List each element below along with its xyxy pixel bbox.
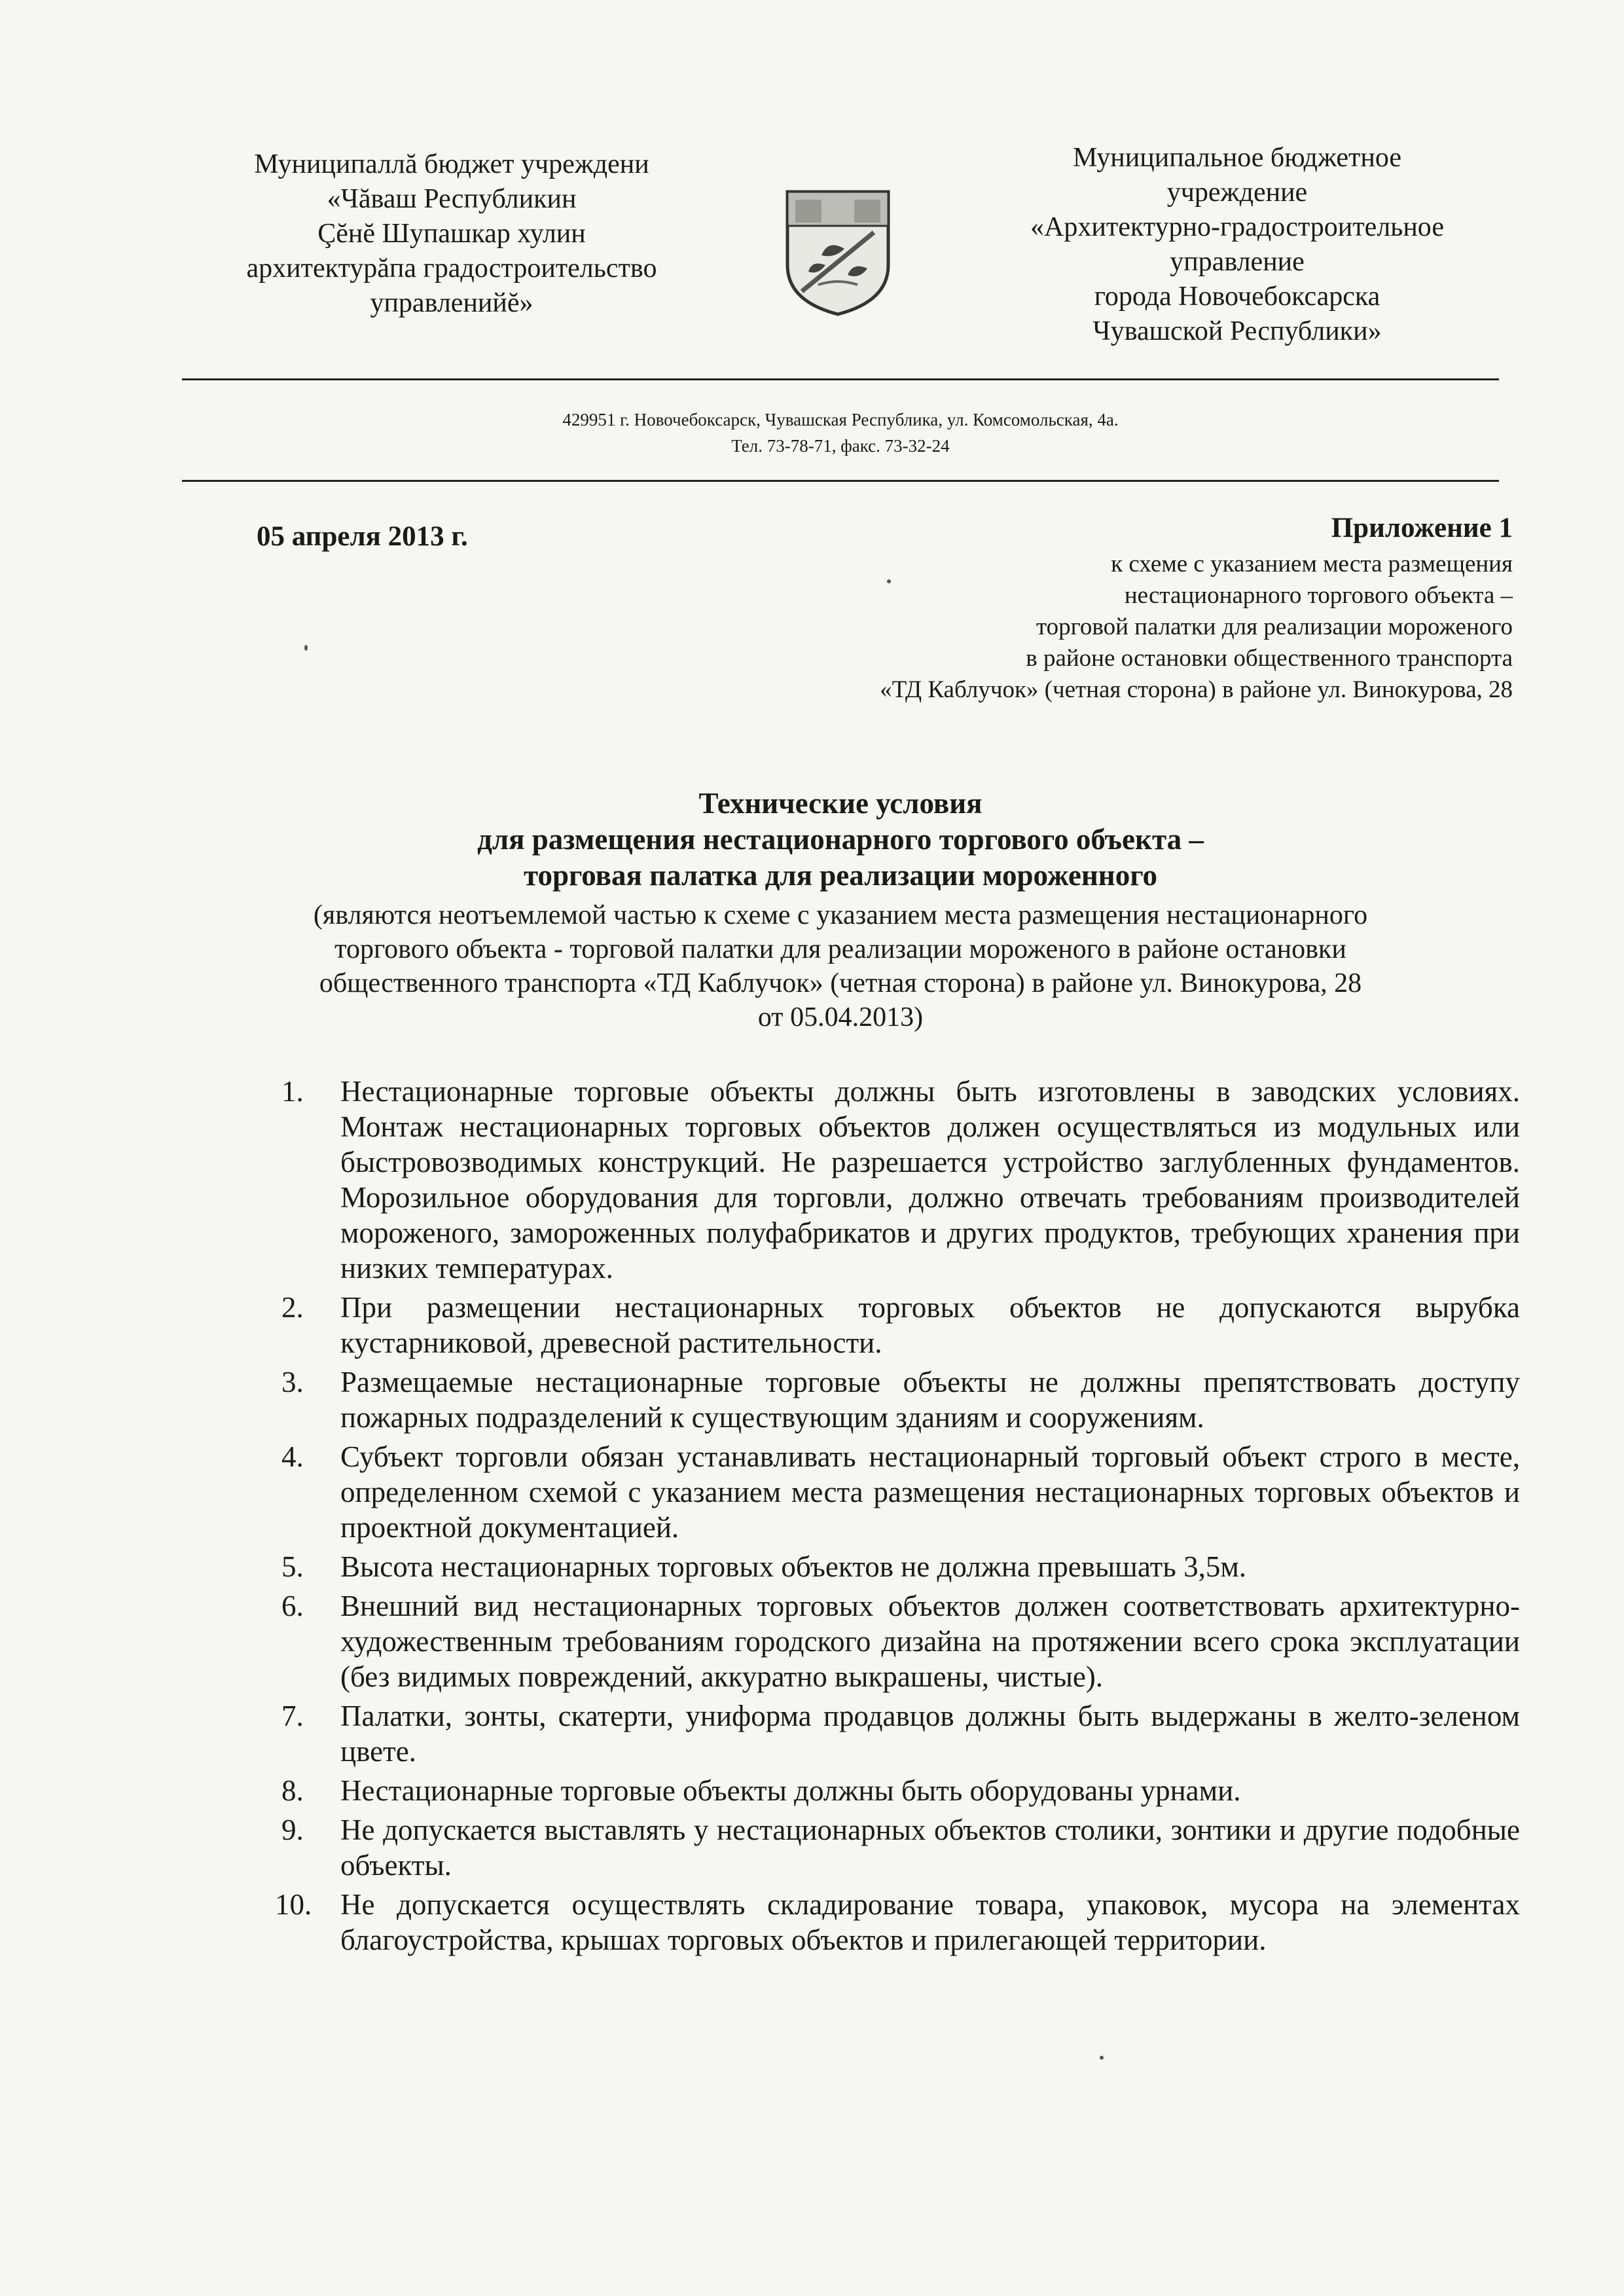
appendix-description	[662, 549, 1513, 706]
appendix-line: «ТД Каблучок» (четная сторона) в районе ул. Винокурова, 28	[880, 676, 1513, 703]
list-item-number: 1.	[281, 1075, 304, 1108]
header-left-line: управленийĕ»	[370, 288, 533, 318]
list-item-number: 4.	[281, 1440, 304, 1473]
appendix-line: торговой палатки для реализации мороженого	[1036, 613, 1513, 640]
list-item-number: 9.	[281, 1813, 304, 1846]
address-line: 429951 г. Новочебоксарск, Чувашская Республика, ул. Комсомольская, 4а.	[562, 410, 1119, 429]
list-item	[281, 1290, 1520, 1360]
appendix-title: Приложение 1	[1331, 513, 1513, 543]
appendix-line: в районе остановки общественного транспорта	[1026, 645, 1513, 672]
header-right-line: Муниципальное бюджетное	[1072, 143, 1401, 173]
document-title	[182, 786, 1499, 894]
scan-speck	[304, 645, 308, 651]
list-item	[281, 1074, 1520, 1286]
list-item-number: 5.	[281, 1550, 304, 1583]
appendix-line: нестационарного торгового объекта –	[1124, 582, 1513, 609]
header-right-line: управление	[1170, 247, 1305, 277]
list-item-number: 8.	[281, 1774, 304, 1807]
list-item-text: Высота нестационарных торговых объектов не должна превышать 3,5м.	[340, 1550, 1247, 1583]
header-right-line: учреждение	[1166, 177, 1308, 208]
list-item-text: Не допускается выставлять у нестационарных объектов столики, зонтики и другие подобные объекты.	[340, 1813, 1520, 1882]
title-line: торговая палатка для реализации мороженного	[523, 859, 1158, 892]
subtitle-line: от 05.04.2013)	[757, 1002, 924, 1032]
list-item-text: Палатки, зонты, скатерти, униформа продавцов должны быть выдержаны в желто-зеленом цвете.	[340, 1700, 1520, 1768]
appendix-line: к схеме с указанием места размещения	[1111, 551, 1513, 577]
list-item	[281, 1439, 1520, 1545]
header-left-line: Çĕнĕ Шупашкар хулин	[317, 219, 586, 249]
list-item-number: 2.	[281, 1291, 304, 1324]
list-item-text: Внешний вид нестационарных торговых объектов должен соответствовать архитектурно-художественным требованиям городского дизайна на протяжении всего срока эксплуатации (без видимых повреждений, аккуратно выкрашены, чистые).	[340, 1590, 1520, 1693]
list-item-number: 3.	[281, 1366, 304, 1398]
document-date: 05 апреля 2013 г.	[257, 521, 468, 552]
title-line: Технические условия	[698, 787, 983, 820]
header-divider-bottom	[182, 480, 1499, 482]
subtitle-line: торгового объекта - торговой палатки для реализации мороженого в районе остановки	[334, 934, 1346, 964]
list-item	[281, 1549, 1520, 1584]
list-item	[275, 1887, 1520, 1958]
list-item	[281, 1698, 1520, 1769]
list-item-text: При размещении нестационарных торговых объектов не допускаются вырубка кустарниковой, древесной растительности.	[340, 1291, 1520, 1359]
list-item-text: Нестационарные торговые объекты должны быть оборудованы урнами.	[340, 1774, 1241, 1807]
list-item-text: Нестационарные торговые объекты должны быть изготовлены в заводских условиях. Монтаж нестационарных торговых объектов должен осуществляться из модульных или быстровозводимых конструкций. Не разрешается устройство заглубленных фундаментов. Морозильное оборудования для торговли, должно отвечать требованиям производителей мороженого, замороженных полуфабрикатов и других продуктов, требующих хранения при низких температурах.	[340, 1075, 1520, 1285]
list-item	[281, 1364, 1520, 1435]
header-left-line: Муниципаллă бюджет учреждени	[254, 149, 649, 179]
scan-speck	[887, 579, 891, 583]
list-item	[281, 1812, 1520, 1883]
list-item	[281, 1588, 1520, 1694]
phone-fax-line: Тел. 73-78-71, факс. 73-32-24	[731, 436, 950, 456]
document-subtitle	[182, 898, 1499, 1034]
header-right-line: «Архитектурно-градостроительное	[1030, 212, 1444, 242]
conditions-list	[275, 1074, 1520, 1961]
list-item-number: 10.	[275, 1888, 312, 1921]
list-item-text: Субъект торговли обязан устанавливать нестационарный торговый объект строго в месте, определенном схемой с указанием места размещения нестационарных торговых объектов и проектной документацией.	[340, 1440, 1520, 1544]
header-left-line: «Чăваш Республикин	[327, 184, 577, 214]
header-left-line: архитектурăпа градостроительство	[246, 253, 657, 283]
subtitle-line: общественного транспорта «ТД Каблучок» (четная сторона) в районе ул. Винокурова, 28	[319, 968, 1362, 998]
list-item	[281, 1773, 1520, 1808]
header-chuvash-name	[183, 147, 720, 321]
header-right-line: города Новочебоксарска	[1094, 282, 1380, 312]
scan-speck	[1100, 2056, 1104, 2060]
list-item-text: Не допускается осуществлять складирование товара, упаковок, мусора на элементах благоустройства, крышах торговых объектов и прилегающей территории.	[340, 1888, 1520, 1956]
header-right-line: Чувашской Республики»	[1092, 316, 1382, 346]
header-divider-top	[182, 378, 1499, 380]
list-item-number: 6.	[281, 1590, 304, 1622]
city-coat-of-arms-icon	[782, 187, 893, 318]
header-russian-name	[982, 141, 1492, 349]
list-item-number: 7.	[281, 1700, 304, 1732]
title-line: для размещения нестационарного торгового объекта –	[477, 823, 1204, 856]
list-item-text: Размещаемые нестационарные торговые объекты не должны препятствовать доступу пожарных подразделений к существующим зданиям и сооружениям.	[340, 1366, 1520, 1434]
subtitle-line: (являются неотъемлемой частью к схеме с указанием места размещения нестационарного	[313, 900, 1368, 930]
